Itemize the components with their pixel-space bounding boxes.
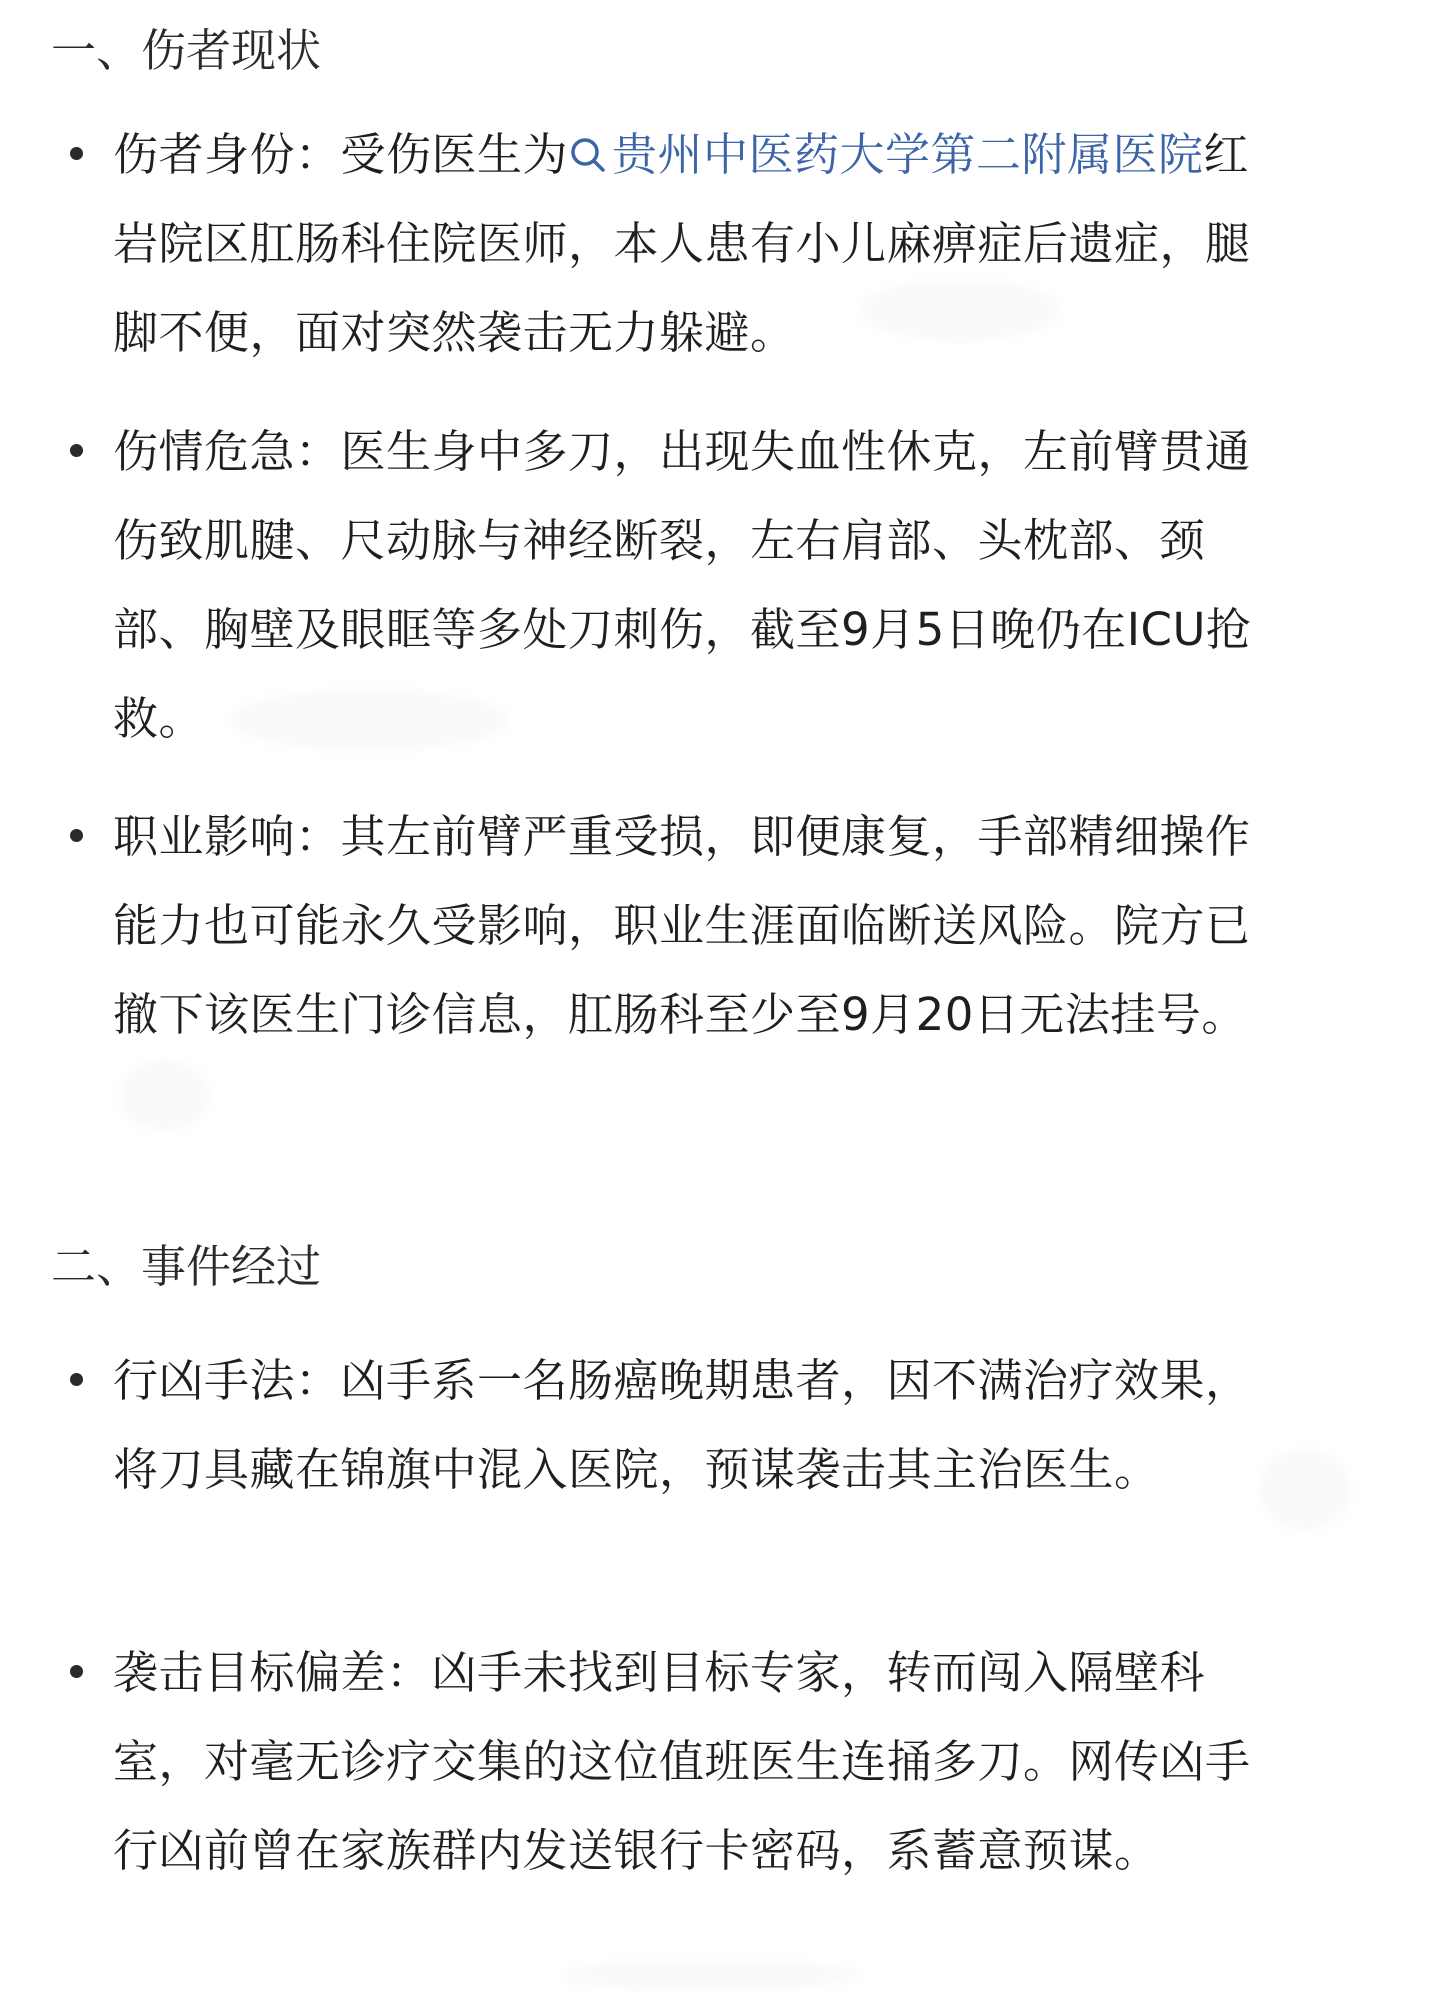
bullet-list-1 bbox=[0, 110, 1440, 377]
text-line: 能力也可能永久受影响，职业生涯面临断送风险。院方已 bbox=[113, 899, 1251, 952]
bullet-dot bbox=[70, 444, 83, 457]
bullet-dot bbox=[70, 1665, 83, 1678]
text-line: 救。 bbox=[113, 692, 205, 745]
list-item-injury bbox=[0, 407, 1440, 763]
bullet-list-2b bbox=[0, 1628, 1440, 1895]
hospital-link-label: 贵州中医药大学第二附属医院 bbox=[612, 128, 1204, 181]
bullet-dot bbox=[70, 829, 83, 842]
bullet-list-1c bbox=[0, 792, 1440, 1059]
list-item-target bbox=[0, 1628, 1440, 1895]
bullet-dot bbox=[70, 1373, 83, 1386]
bullet-list-2 bbox=[0, 1336, 1440, 1514]
text-line: 撤下该医生门诊信息，肛肠科至少至9月20日无法挂号。 bbox=[113, 988, 1247, 1041]
text-line: 伤致肌腱、尺动脉与神经断裂，左右肩部、头枕部、颈 bbox=[113, 514, 1206, 567]
list-item-identity bbox=[0, 110, 1440, 377]
hospital-search-link[interactable] bbox=[568, 128, 1204, 181]
text-line bbox=[113, 110, 1380, 199]
bullet-dot bbox=[70, 147, 83, 160]
text-line: 职业影响：其左前臂严重受损，即便康复，手部精细操作 bbox=[113, 810, 1251, 863]
text-span: 红 bbox=[1203, 128, 1250, 181]
bullet-list-1b bbox=[0, 407, 1440, 763]
watermark-smudge bbox=[120, 1060, 210, 1130]
text-line: 部、胸壁及眼眶等多处刀刺伤，截至9月5日晚仍在ICU抢 bbox=[113, 603, 1252, 656]
list-item-method bbox=[0, 1336, 1440, 1514]
text-line: 岩院区肛肠科住院医师，本人患有小儿麻痹症后遗症，腿 bbox=[113, 217, 1251, 270]
search-icon bbox=[568, 135, 608, 175]
list-item-career bbox=[0, 792, 1440, 1059]
text-line: 室，对毫无诊疗交集的这位值班医生连捅多刀。网传凶手 bbox=[113, 1735, 1251, 1788]
text-line: 伤情危急：医生身中多刀，出现失血性休克，左前臂贯通 bbox=[113, 425, 1251, 478]
section-heading-2: 二、事件经过 bbox=[51, 1240, 322, 1293]
text-line: 袭击目标偏差：凶手未找到目标专家，转而闯入隔壁科 bbox=[113, 1646, 1206, 1699]
section-heading-1: 一、伤者现状 bbox=[51, 24, 322, 77]
text-line: 行凶手法：凶手系一名肠癌晚期患者，因不满治疗效果， bbox=[113, 1354, 1251, 1407]
watermark-smudge bbox=[560, 1960, 860, 1990]
text-span: 伤者身份：受伤医生为 bbox=[113, 128, 569, 181]
text-line: 行凶前曾在家族群内发送银行卡密码，系蓄意预谋。 bbox=[113, 1824, 1160, 1877]
text-line: 脚不便，面对突然袭击无力躲避。 bbox=[113, 306, 796, 359]
text-line: 将刀具藏在锦旗中混入医院，预谋袭击其主治医生。 bbox=[113, 1443, 1160, 1496]
